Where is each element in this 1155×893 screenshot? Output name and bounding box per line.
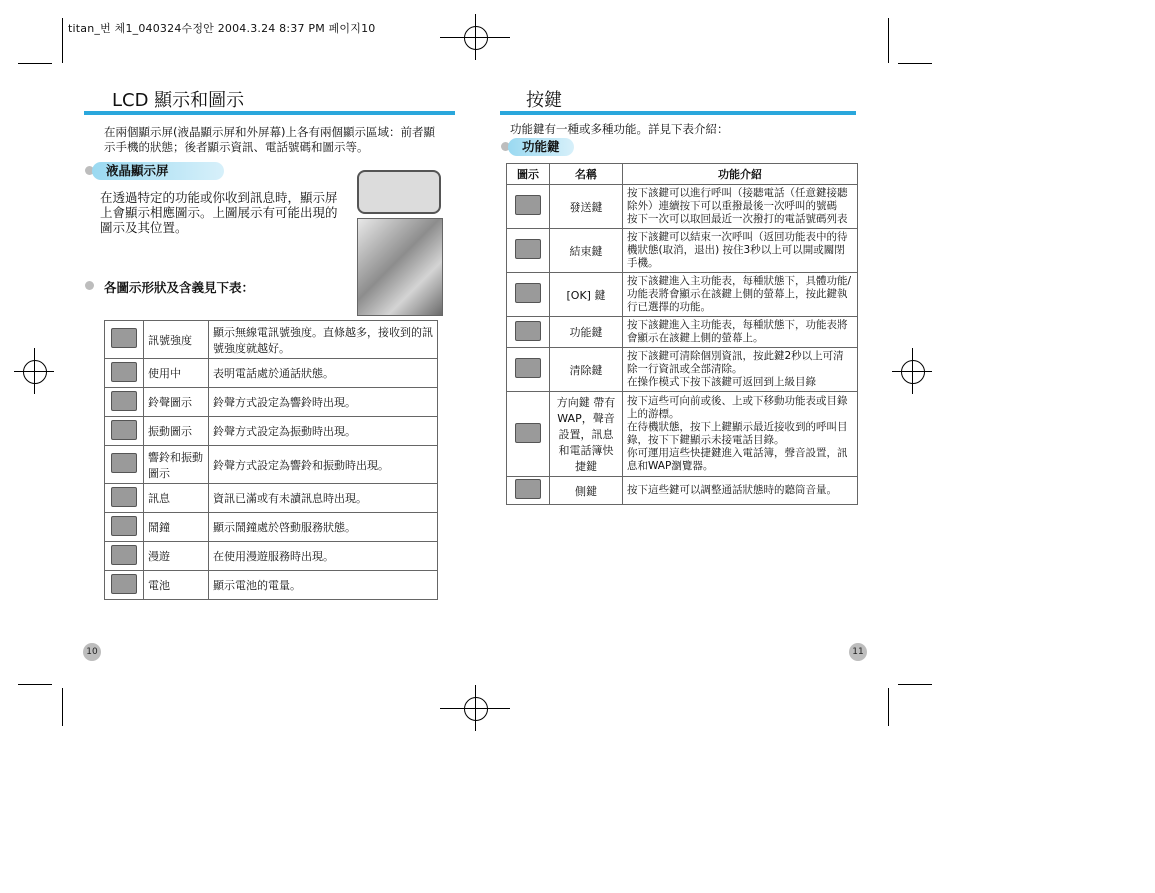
key-name: 側鍵 xyxy=(550,477,623,505)
section-label-function-keys: 功能鍵 xyxy=(508,138,574,156)
icon-description: 顯示無線電訊號強度。直條越多，接收到的訊號強度就越好。 xyxy=(209,321,438,359)
title-underline xyxy=(84,111,455,115)
table-row xyxy=(105,571,438,600)
table-row xyxy=(105,321,438,359)
icon-description: 鈴聲方式設定為振動時出現。 xyxy=(209,417,438,446)
crop-mark xyxy=(62,18,63,63)
section-label-lcd: 液晶顯示屏 xyxy=(92,162,224,180)
icon-name: 鬧鐘 xyxy=(144,513,209,542)
ringer-icon xyxy=(111,391,137,411)
table-row xyxy=(507,317,858,348)
key-description: 按下該鍵進入主功能表，每種狀態下，具體功能/功能表將會顯示在該鍵上側的螢幕上，按此鍵執行已選擇的功能。 xyxy=(623,273,858,317)
icon-name: 漫遊 xyxy=(144,542,209,571)
icon-cell xyxy=(105,388,144,417)
alarm-icon xyxy=(111,516,137,536)
crop-mark xyxy=(18,684,52,685)
send-key-icon xyxy=(515,195,541,215)
icon-table xyxy=(104,320,438,600)
roaming-icon xyxy=(111,545,137,565)
table-row xyxy=(105,417,438,446)
icon-cell xyxy=(507,273,550,317)
key-description: 按下該鍵可以進行呼叫（接聽電話（任意鍵接聽除外）連續按下可以重撥最後一次呼叫的號碼 按下一次可以取回最近一次撥打的電話號碼列表 xyxy=(623,185,858,229)
table-row xyxy=(105,542,438,571)
icon-cell xyxy=(105,359,144,388)
table-row xyxy=(507,392,858,477)
battery-icon xyxy=(111,574,137,594)
key-name: [OK] 鍵 xyxy=(550,273,623,317)
phone-screen-photo xyxy=(357,218,443,316)
icon-cell xyxy=(105,542,144,571)
icon-cell xyxy=(105,513,144,542)
key-description: 按下該鍵可清除個別資訊，按此鍵2秒以上可清除一行資訊或全部清除。 在操作模式下按下該鍵可返回到上級目錄 xyxy=(623,348,858,392)
table-row xyxy=(105,513,438,542)
table-row xyxy=(105,388,438,417)
table-row xyxy=(507,185,858,229)
title-underline xyxy=(500,111,856,115)
section2-label: 各圖示形狀及含義見下表： xyxy=(104,280,255,295)
ok-key-icon xyxy=(515,283,541,303)
message-icon xyxy=(111,487,137,507)
icon-cell xyxy=(105,417,144,446)
table-row xyxy=(507,273,858,317)
header-name: 名稱 xyxy=(550,164,623,185)
table-row xyxy=(507,229,858,273)
right-intro-text: 功能鍵有一種或多種功能。詳見下表介紹： xyxy=(510,122,729,136)
nav-key-icon xyxy=(515,423,541,443)
signal-strength-icon xyxy=(111,328,137,348)
section1-text: 在透過特定的功能或你收到訊息時，顯示屏上會顯示相應圖示。上圖展示有可能出現的圖示及其位置。 xyxy=(100,190,338,235)
key-name: 發送鍵 xyxy=(550,185,623,229)
table-row xyxy=(105,446,438,484)
registration-mark-bottom xyxy=(464,697,488,721)
page-number-right: 11 xyxy=(849,643,867,661)
clear-key-icon xyxy=(515,358,541,378)
key-description: 按下這些鍵可以調整通話狀態時的聽筒音量。 xyxy=(623,477,858,505)
registration-mark-top xyxy=(464,26,488,50)
icon-cell xyxy=(507,229,550,273)
left-page-title: LCD 顯示和圖示 xyxy=(112,90,245,111)
icon-name: 訊號強度 xyxy=(144,321,209,359)
menu-key-icon xyxy=(515,321,541,341)
end-key-icon xyxy=(515,239,541,259)
icon-name: 使用中 xyxy=(144,359,209,388)
icon-description: 鈴聲方式設定為響鈴和振動時出現。 xyxy=(209,446,438,484)
registration-line xyxy=(912,348,913,394)
registration-line xyxy=(475,14,476,60)
icon-name: 響鈴和振動圖示 xyxy=(144,446,209,484)
icon-name: 振動圖示 xyxy=(144,417,209,446)
print-header: titan_번 체1_040324수정안 2004.3.24 8:37 PM 페이지10 xyxy=(68,22,376,35)
icon-description: 在使用漫遊服務時出現。 xyxy=(209,542,438,571)
ring-vibrate-icon xyxy=(111,453,137,473)
icon-cell xyxy=(507,185,550,229)
icon-cell xyxy=(507,317,550,348)
icon-name: 鈴聲圖示 xyxy=(144,388,209,417)
header-icon: 圖示 xyxy=(507,164,550,185)
icon-cell xyxy=(105,484,144,513)
key-name: 結束鍵 xyxy=(550,229,623,273)
crop-mark xyxy=(18,63,52,64)
icon-cell xyxy=(105,321,144,359)
right-page-title: 按鍵 xyxy=(526,90,562,111)
header-description: 功能介紹 xyxy=(623,164,858,185)
key-description: 按下該鍵進入主功能表，每種狀態下，功能表將會顯示在該鍵上側的螢幕上。 xyxy=(623,317,858,348)
left-intro-text: 在兩個顯示屏(液晶顯示屏和外屏幕)上各有兩個顯示區域：前者顯示手機的狀態；後者顯示資訊、電話號碼和圖示等。 xyxy=(104,125,435,154)
icon-cell xyxy=(507,392,550,477)
icon-description: 表明電話處於通話狀態。 xyxy=(209,359,438,388)
lcd-screen-illustration xyxy=(357,170,441,214)
key-name: 功能鍵 xyxy=(550,317,623,348)
icon-description: 鈴聲方式設定為響鈴時出現。 xyxy=(209,388,438,417)
key-description: 按下這些可向前或後、上或下移動功能表或目錄上的游標。 在待機狀態，按下上鍵顯示最近接收到的呼叫目錄，按下下鍵顯示未接電話目錄。 你可運用這些快捷鍵進入電話簿，聲音設置，訊息和WAP瀏覽器。 xyxy=(623,392,858,477)
registration-mark-right xyxy=(901,360,925,384)
side-key-icon xyxy=(515,479,541,499)
icon-name: 訊息 xyxy=(144,484,209,513)
icon-name: 電池 xyxy=(144,571,209,600)
crop-mark xyxy=(888,688,889,726)
table-row xyxy=(507,477,858,505)
registration-line xyxy=(475,685,476,731)
vibrate-icon xyxy=(111,420,137,440)
registration-mark-left xyxy=(23,360,47,384)
section-bullet xyxy=(85,281,94,290)
key-name: 方向鍵 帶有WAP，聲音設置，訊息和電話簿快捷鍵 xyxy=(550,392,623,477)
icon-cell xyxy=(507,477,550,505)
in-call-icon xyxy=(111,362,137,382)
page-number-left: 10 xyxy=(83,643,101,661)
key-name: 清除鍵 xyxy=(550,348,623,392)
registration-line xyxy=(34,348,35,394)
icon-description: 資訊已滿或有未讀訊息時出現。 xyxy=(209,484,438,513)
icon-description: 顯示電池的電量。 xyxy=(209,571,438,600)
icon-description: 顯示鬧鐘處於啓動服務狀態。 xyxy=(209,513,438,542)
table-row xyxy=(105,359,438,388)
key-description: 按下該鍵可以結束一次呼叫（返回功能表中的待機狀態(取消，退出) 按住3秒以上可以開或關閉手機。 xyxy=(623,229,858,273)
icon-cell xyxy=(105,446,144,484)
key-table xyxy=(506,163,858,505)
crop-mark xyxy=(898,63,932,64)
icon-cell xyxy=(105,571,144,600)
icon-cell xyxy=(507,348,550,392)
crop-mark xyxy=(898,684,932,685)
crop-mark xyxy=(62,688,63,726)
table-row xyxy=(105,484,438,513)
table-row xyxy=(507,348,858,392)
crop-mark xyxy=(888,18,889,63)
